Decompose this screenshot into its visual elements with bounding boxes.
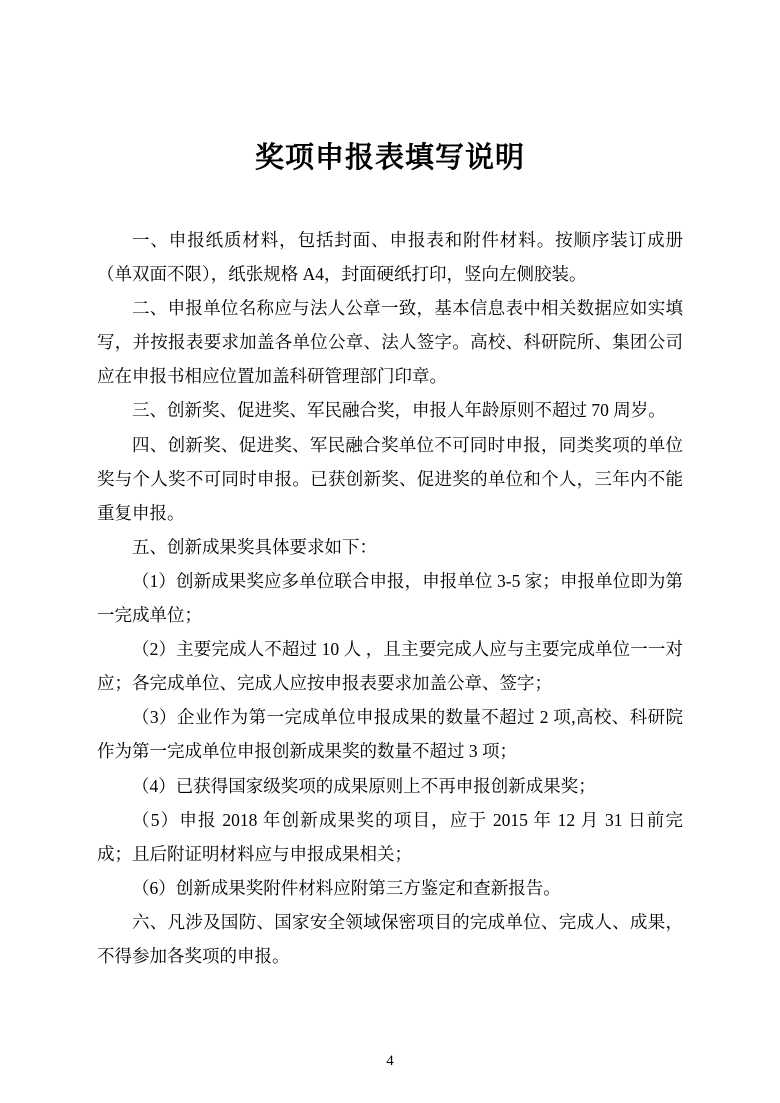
paragraph-5-item-5: （5）申报 2018 年创新成果奖的项目，应于 2015 年 12 月 31 日前完成；且后附证明材料应与申报成果相关； <box>97 809 683 864</box>
paragraph-6: 六、凡涉及国防、国家安全领域保密项目的完成单位、完成人、成果，不得参加各奖项的申报。 <box>97 911 683 966</box>
paragraph-4: 四、创新奖、促进奖、军民融合奖单位不可同时申报，同类奖项的单位奖与个人奖不可同时申报。已获创新奖、促进奖的单位和个人，三年内不能重复申报。 <box>97 434 683 523</box>
page-title: 奖项申报表填写说明 <box>254 142 525 174</box>
paragraph-5-item-3: （3）企业作为第一完成单位申报成果的数量不超过 2 项,高校、科研院作为第一完成单位申报创新成果奖的数量不超过 3 项； <box>97 707 683 762</box>
paragraph-5-item-4: （4）已获得国家级奖项的成果原则上不再申报创新成果奖； <box>132 775 596 796</box>
document-body <box>97 223 683 973</box>
paragraph-5-item-6: （6）创新成果奖附件材料应附第三方鉴定和查新报告。 <box>132 877 561 898</box>
paragraph-1: 一、申报纸质材料，包括封面、申报表和附件材料。按顺序装订成册（单双面不限），纸张规格 A4，封面硬纸打印，竖向左侧胶装。 <box>97 230 683 285</box>
paragraph-5: 五、创新成果奖具体要求如下： <box>132 536 377 557</box>
page-number: 4 <box>386 1053 394 1069</box>
paragraph-5-item-2: （2）主要完成人不超过 10 人 ，且主要完成人应与主要完成单位一一对应；各完成单位、完成人应按申报表要求加盖公章、签字； <box>97 639 683 694</box>
paragraph-2: 二、申报单位名称应与法人公章一致，基本信息表中相关数据应如实填写，并按报表要求加盖各单位公章、法人签字。高校、科研院所、集团公司应在申报书相应位置加盖科研管理部门印章。 <box>97 298 683 387</box>
paragraph-3: 三、创新奖、促进奖、军民融合奖，申报人年龄原则不超过 70 周岁。 <box>132 400 666 421</box>
paragraph-5-item-1: （1）创新成果奖应多单位联合申报，申报单位 3-5 家；申报单位即为第一完成单位； <box>97 570 683 626</box>
